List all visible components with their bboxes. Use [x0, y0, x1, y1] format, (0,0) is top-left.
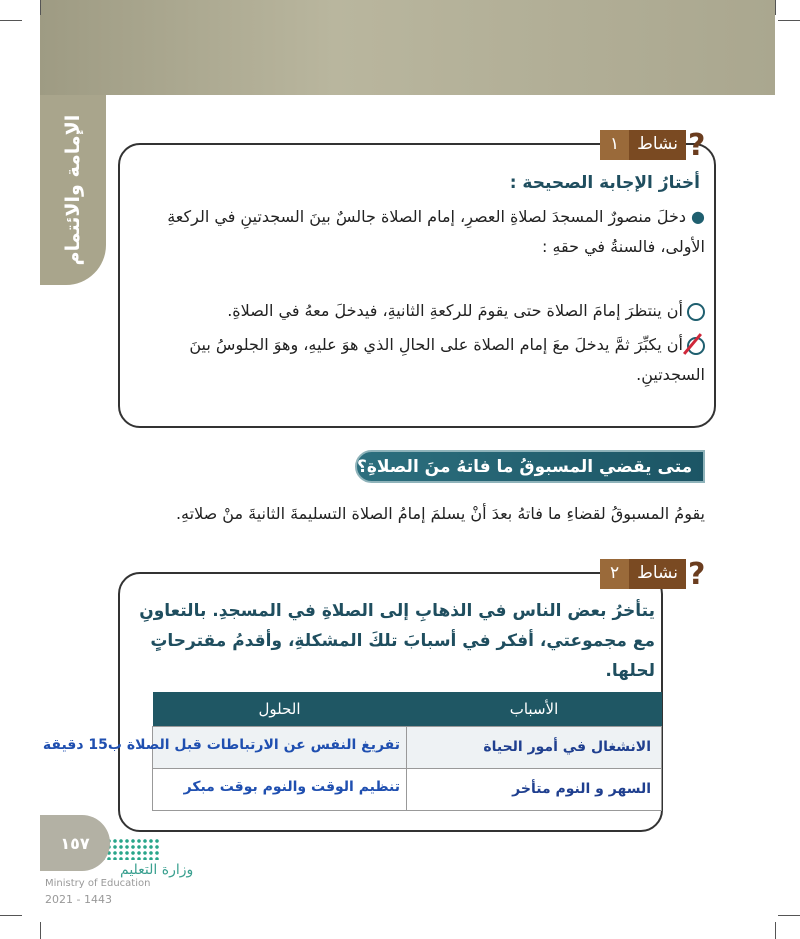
question-text: دخلَ منصورٌ المسجدَ لصلاةِ العصرِ، إمام الصلاة جالسٌ بينَ السجدتينِ في الركعةِ الأولى، فالسنةُ في حقهِ :	[167, 207, 705, 256]
option-2[interactable]	[135, 330, 705, 390]
check-mark-icon	[683, 333, 702, 355]
cause-cell[interactable]: السهر و النوم متأخر	[407, 768, 662, 810]
option-1[interactable]	[135, 296, 705, 326]
cause-cell[interactable]: الانشغال في أمور الحياة	[407, 726, 662, 768]
crop-mark	[0, 915, 22, 916]
option-text: أن يكبِّرَ ثمَّ يدخلَ معَ إمام الصلاة على الحالِ الذي هوَ عليهِ، وهوَ الجلوسُ بينَ السجدتينِ.	[189, 335, 705, 384]
crop-mark	[0, 20, 22, 21]
badge-label: نشاط	[629, 559, 686, 589]
crop-mark	[40, 922, 41, 939]
activity2-badge	[600, 557, 705, 591]
activity2-prompt: يتأخرُ بعض الناس في الذهابِ إلى الصلاةِ في المسجدِ. بالتعاونِ مع مجموعتي، أفكر في أسبابَ تلكَ المشكلةِ، وأقدمُ مقترحاتٍ لحلها.	[139, 601, 655, 681]
page-number	[40, 815, 110, 871]
badge-number: ١	[600, 130, 629, 160]
activity1-question	[135, 202, 705, 262]
question-icon: ?	[687, 556, 706, 592]
solution-answer-2: تنظيم الوقت والنوم بوقت مبكر	[183, 779, 400, 795]
solution-answer-1: تفريغ النفس عن الارتباطات قبل الصلاة ب15 دقيقة	[42, 737, 400, 753]
crop-mark	[775, 922, 776, 939]
question-icon: ?	[687, 127, 706, 163]
activity1-badge	[600, 128, 705, 162]
option-text: أن ينتظرَ إمامَ الصلاة حتى يقومَ للركعةِ الثانيةِ، فيدخلَ معهُ في الصلاةِ.	[227, 301, 683, 320]
crop-mark	[778, 915, 800, 916]
ministry-name-en: Ministry of Education	[45, 878, 151, 889]
section-title-bar	[355, 450, 705, 483]
crop-mark	[778, 20, 800, 21]
header-band	[40, 0, 775, 95]
activity1-heading: أختارُ الإجابة الصحيحة :	[509, 173, 700, 193]
edition-year: 2021 - 1443	[45, 893, 112, 906]
crop-mark	[775, 0, 776, 15]
bullet-icon: ●	[685, 207, 705, 226]
radio-circle-icon[interactable]	[687, 303, 705, 321]
chapter-tab	[40, 95, 106, 285]
section-title: متى يقضي المسبوقُ ما فاتهُ منَ الصلاةِ؟	[357, 456, 693, 477]
radio-checked-icon[interactable]	[687, 337, 705, 355]
badge-number: ٢	[600, 559, 629, 589]
header-causes: الأسباب	[407, 692, 662, 726]
chapter-title: الإمامة والائتمام	[62, 114, 84, 266]
crop-mark	[40, 0, 41, 15]
header-solutions: الحلول	[153, 692, 407, 726]
page-number-text: ١٥٧	[60, 833, 90, 853]
section-body: يقومُ المسبوقُ لقضاءِ ما فاتهُ بعدَ أنْ يسلمَ إمامُ الصلاة التسليمةَ الثانيةَ منْ صلاتهِ.	[175, 504, 705, 523]
ministry-name: وزارة التعليم	[120, 862, 194, 878]
badge-label: نشاط	[629, 130, 686, 160]
